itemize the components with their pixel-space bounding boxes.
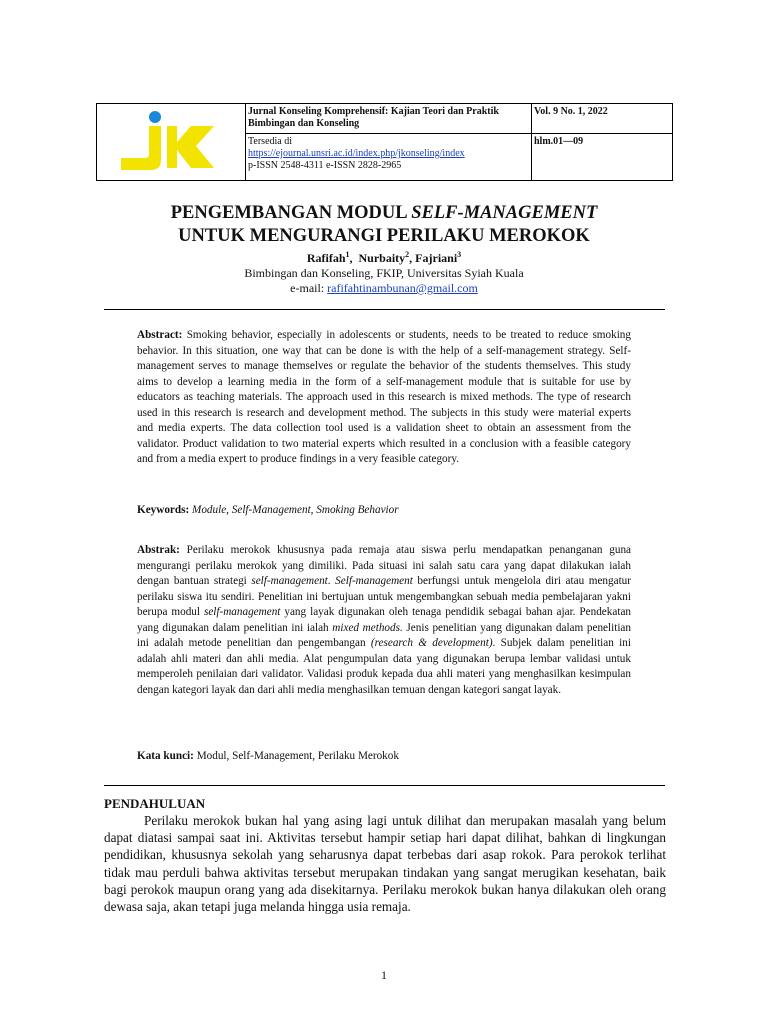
title-line-2: UNTUK MENGURANGI PERILAKU MEROKOK: [178, 226, 590, 246]
jkk-logo-icon: [97, 104, 245, 180]
bottom-divider: [104, 785, 665, 786]
volume: Vol. 9 No. 1, 2022: [531, 104, 672, 134]
journal-info-cell: [245, 104, 532, 180]
journal-url-link[interactable]: https://ejournal.unsri.ac.id/index.php/jkonseling/index: [248, 148, 465, 159]
available-label: Tersedia di: [248, 136, 293, 147]
issn: p-ISSN 2548-4311 e-ISSN 2828-2965: [248, 160, 402, 171]
email-line: e-mail: rafifahtinambunan@gmail.com: [290, 281, 478, 295]
authors: Rafifah$^1$, Nurbaity$^2$, Fajriani$^3$: [306, 250, 462, 265]
section-heading-intro: PENDAHULUAN: [104, 796, 206, 811]
journal-logo: [97, 104, 246, 180]
svg-text:JKK: JKK: [171, 178, 173, 179]
abstract-english: Abstract: Smoking behavior, especially in adolescents or students, needs to be treated to reduce smoking behavior. In this situation, one way that can be done is with the help of a self-management strategy. Self-management serves to manage themselves or regulate the behavior of the students themselves. This study aims to develop a learning media in the form of a self-management module that is suitable for use by educators as teaching materials. The approach used in this research is mixed methods. The type of research used in this research is research and development method. The subjects in this study were material experts and media experts. The data collection tool used is a validation sheet to obtain an assessment from the validator. Product validation to two material experts which resulted in a conclusion with a feasible category and from a media expert to produce findings in a very feasible category.: [137, 329, 631, 465]
abstract-indonesian: Abstrak: Perilaku merokok khususnya pada remaja atau siswa perlu mendapatkan penanganan guna mengurangi perilaku merokok yang dimiliki. Pada situasi ini salah satu cara yang dapat dilakukan ialah dengan bantuan strategi self-management. Self-management berfungsi untuk mengelola diri atau mengatur perilaku siswa itu sendiri. Penelitian ini bertujuan untuk mengembangkan sebuah media pembelajaran yakni berupa modul self-management yang layak digunakan oleh tenaga pendidik sebagai bahan ajar. Pendekatan yang digunakan dalam penelitian ini ialah mixed methods. Jenis penelitian yang digunakan dalam penelitian ini adalah metode penelitian dan pengembangan (research & development). Subjek dalam penelitian ini adalah ahli materi dan ahli media. Alat pengumpulan data yang digunakan berupa lembar validasi untuk memperoleh penilaian dari validator. Validasi produk kepada dua ahli materi yang menghasilkan kesimpulan dengan kategori layak dan dari ahli media menghasilkan temuan dengan kategori sangat layak.: [137, 544, 632, 696]
keywords-indonesian: Kata kunci: Modul, Self-Management, Perilaku Merokok: [137, 750, 399, 762]
email-link[interactable]: rafifahtinambunan@gmail.com: [327, 281, 478, 295]
journal-header-table: [96, 103, 673, 181]
title-line-1: PENGEMBANGAN MODUL SELF-MANAGEMENT: [170, 203, 598, 223]
top-divider: [104, 309, 665, 310]
affiliation: Bimbingan dan Konseling, FKIP, Universitas Syiah Kuala: [244, 266, 524, 280]
intro-paragraph: Perilaku merokok bukan hal yang asing lagi untuk dilihat dan merupakan masalah yang belum dapat diatasi sampai saat ini. Aktivitas tersebut hampir setiap hari dapat dilihat, bahkan di lingkungan pendidikan, khususnya sekolah yang seharusnya dapat terbebas dari asap rokok. Para perokok terlihat tidak mau perduli bahwa aktivitas tersebut merupakan tindakan yang sangat merugikan kesehatan, baik bagi perokok maupun orang yang ada disekitarnya. Perilaku merokok bukan hanya dilakukan oleh orang dewasa saja, akan tetapi juga melanda hingga usia remaja.: [104, 813, 666, 915]
page-range: hlm.01—09: [534, 136, 584, 147]
keywords-english: Keywords: Module, Self-Management, Smoking Behavior: [137, 504, 399, 516]
volume-cell: [531, 104, 672, 180]
journal-name: Jurnal Konseling Komprehensif: Kajian Teori dan Praktik Bimbingan dan Konseling: [245, 104, 531, 134]
page-number: 1: [381, 968, 387, 982]
